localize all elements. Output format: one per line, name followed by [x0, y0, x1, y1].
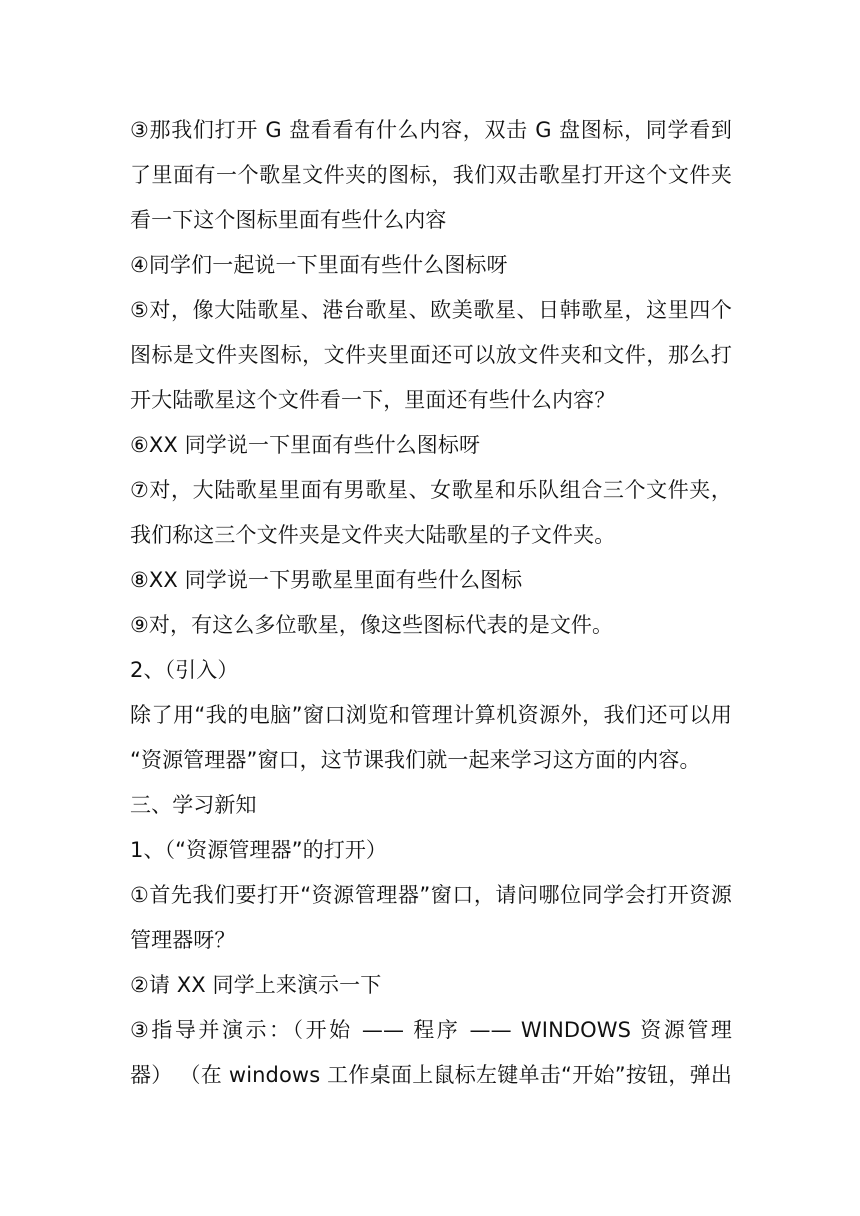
- text-line: 开大陆歌星这个文件看一下，里面还有些什么内容？: [130, 388, 616, 412]
- section-heading: 1、（“资源管理器”的打开）: [130, 838, 388, 862]
- text-line: ④同学们一起说一下里面有些什么图标呀: [130, 253, 508, 277]
- section-heading: 2、（引入）: [130, 658, 239, 682]
- text-line: 我们称这三个文件夹是文件夹大陆歌星的子文件夹。: [130, 523, 616, 547]
- text-line: ⑨对，有这么多位歌星，像这些图标代表的是文件。: [130, 613, 614, 637]
- text-line: 了里面有一个歌星文件夹的图标，我们双击歌星打开这个文件夹: [130, 163, 732, 187]
- text-line: 图标是文件夹图标，文件夹里面还可以放文件夹和文件，那么打: [130, 343, 732, 367]
- section-heading: 三、学习新知: [130, 793, 257, 817]
- text-line: “资源管理器”窗口，这节课我们就一起来学习这方面的内容。: [130, 748, 701, 772]
- text-line: ③那我们打开 G 盘看看有什么内容，双击 G 盘图标，同学看到: [130, 118, 732, 142]
- text-line: ⑧XX 同学说一下男歌星里面有些什么图标: [130, 568, 523, 592]
- text-line: 看一下这个图标里面有些什么内容: [130, 208, 447, 232]
- text-line: ②请 XX 同学上来演示一下: [130, 973, 382, 997]
- text-line: ⑦对，大陆歌星里面有男歌星、女歌星和乐队组合三个文件夹，: [130, 478, 732, 502]
- text-line: ⑥XX 同学说一下里面有些什么图标呀: [130, 433, 481, 457]
- text-line: 器） （在 windows 工作桌面上鼠标左键单击“开始”按钮，弹出: [130, 1063, 732, 1087]
- text-line: 管理器呀？: [130, 928, 236, 952]
- document-body: [130, 108, 732, 1098]
- text-line: 除了用“我的电脑”窗口浏览和管理计算机资源外，我们还可以用: [130, 703, 732, 727]
- text-line: ⑤对，像大陆歌星、港台歌星、欧美歌星、日韩歌星，这里四个: [130, 298, 732, 322]
- text-line: ①首先我们要打开“资源管理器”窗口，请问哪位同学会打开资源: [130, 883, 732, 907]
- text-line: ③指导并演示：（开始 —— 程序 —— WINDOWS 资源管理: [130, 1018, 732, 1042]
